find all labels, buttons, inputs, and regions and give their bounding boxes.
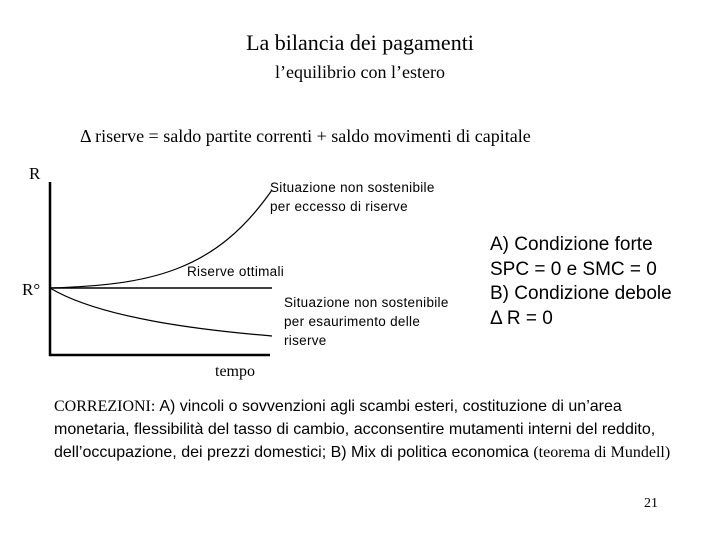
depleted-reserves-label xyxy=(284,293,449,350)
depleted-reserves-label-line: per esaurimento delle xyxy=(284,314,421,329)
equilibrium-conditions xyxy=(490,233,672,331)
corrections-lead: CORREZIONI: xyxy=(54,398,160,415)
condition-line: A) Condizione forte xyxy=(490,234,653,255)
y-axis-label: R xyxy=(29,164,41,183)
corrections-tail: (teorema di Mundell) xyxy=(533,444,671,461)
condition-line: B) Condizione debole xyxy=(490,283,672,304)
corrections-paragraph xyxy=(54,395,684,464)
excess-reserves-label-line: Situazione non sostenibile xyxy=(270,180,435,195)
reference-reserves-label: R° xyxy=(22,280,41,299)
depleted-reserves-curve xyxy=(50,288,272,336)
x-axis-label: tempo xyxy=(215,363,255,380)
page-number: 21 xyxy=(644,496,658,511)
condition-line: SPC = 0 e SMC = 0 xyxy=(490,258,657,280)
reserves-formula: Δ riserve = saldo partite correnti + saldo movimenti di capitale xyxy=(80,126,531,146)
corrections-body: A) vincoli o sovvenzioni agli scambi esteri, costituzione di un’area monetaria, flessibilità del tasso di cambio, acconsentire mutamenti interni del reddito, dell’occupazione, dei prezzi domestici; B) Mix di politica economica xyxy=(54,398,656,461)
excess-reserves-label-line: per eccesso di riserve xyxy=(270,199,408,214)
slide-title: La bilancia dei pagamenti xyxy=(246,30,474,55)
slide-subtitle: l’equilibrio con l’estero xyxy=(275,62,445,82)
depleted-reserves-label-line: riserve xyxy=(284,333,327,348)
depleted-reserves-label-line: Situazione non sostenibile xyxy=(284,295,449,310)
condition-line: Δ R = 0 xyxy=(490,307,553,329)
optimal-reserves-label: Riserve ottimali xyxy=(187,264,285,279)
excess-reserves-label xyxy=(270,178,435,216)
